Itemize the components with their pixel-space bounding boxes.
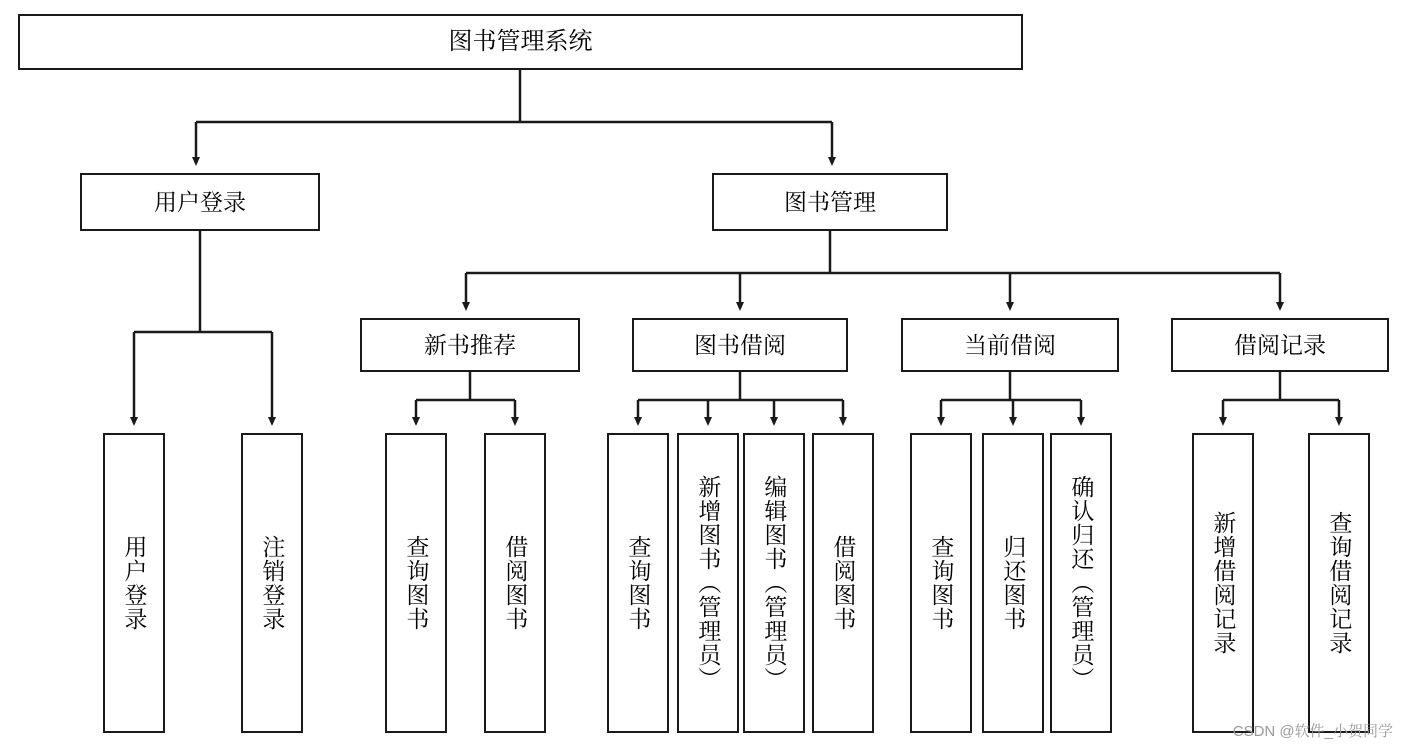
node-label: 查询借阅记录 [1326, 511, 1353, 655]
node-label: 新增图书（管理员） [695, 475, 722, 691]
node-label: 借阅记录 [1234, 331, 1326, 358]
node-label: 查询图书 [625, 535, 652, 631]
node-label: 借阅图书 [502, 535, 529, 631]
node-label: 图书管理 [784, 188, 876, 215]
node-label: 当前借阅 [964, 331, 1056, 358]
node-leaf-query-borrow-record[interactable] [1308, 433, 1370, 733]
node-label: 新书推荐 [424, 331, 516, 358]
node-label: 用户登录 [121, 535, 148, 631]
node-label: 查询图书 [403, 535, 430, 631]
node-label: 借阅图书 [830, 535, 857, 631]
node-label: 图书借阅 [694, 331, 786, 358]
node-label: 确认归还（管理员） [1068, 475, 1095, 691]
node-borrow-record[interactable] [1171, 318, 1389, 372]
node-label: 查询图书 [928, 535, 955, 631]
node-user-login[interactable] [80, 173, 320, 231]
node-book-borrow[interactable] [632, 318, 848, 372]
node-leaf-borrow-book[interactable] [812, 433, 874, 733]
node-leaf-user-login[interactable] [103, 433, 165, 733]
node-root[interactable] [18, 14, 1023, 70]
node-leaf-return-book[interactable] [982, 433, 1044, 733]
node-leaf-add-borrow-record[interactable] [1192, 433, 1254, 733]
node-label: 编辑图书（管理员） [761, 475, 788, 691]
node-leaf-user-logout[interactable] [241, 433, 303, 733]
node-book-management[interactable] [712, 173, 948, 231]
node-label: 新增借阅记录 [1210, 511, 1237, 655]
node-leaf-confirm-return[interactable] [1050, 433, 1112, 733]
node-leaf-query-book-recommend[interactable] [385, 433, 447, 733]
node-label: 注销登录 [259, 535, 286, 631]
node-leaf-edit-book[interactable] [743, 433, 805, 733]
node-leaf-query-book-borrow[interactable] [607, 433, 669, 733]
node-leaf-borrow-book-recommend[interactable] [484, 433, 546, 733]
node-label: 归还图书 [1000, 535, 1027, 631]
watermark: CSDN @软件_小贺同学 [1232, 723, 1393, 740]
node-leaf-add-book[interactable] [677, 433, 739, 733]
node-leaf-query-book-current[interactable] [910, 433, 972, 733]
node-new-book-recommend[interactable] [360, 318, 580, 372]
node-current-borrow[interactable] [901, 318, 1119, 372]
node-label: 用户登录 [154, 188, 246, 215]
node-label: 图书管理系统 [448, 28, 593, 55]
